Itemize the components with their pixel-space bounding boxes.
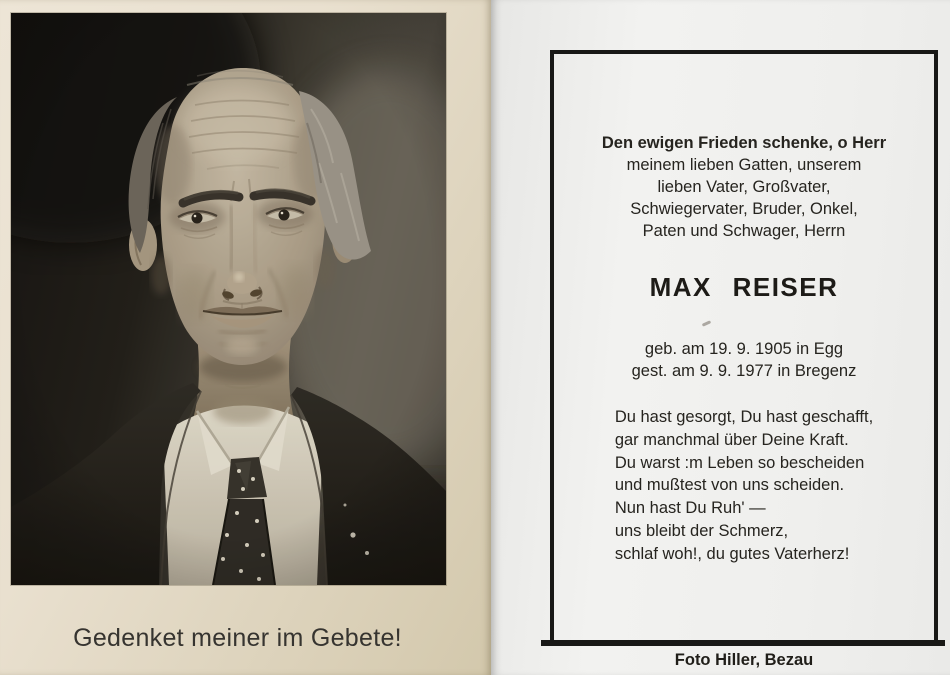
- portrait-photo: [11, 13, 446, 585]
- poem-line: schlaf woh!, du gutes Vaterherz!: [614, 544, 850, 563]
- birth-date-line: geb. am 19. 9. 1905 in Egg: [644, 340, 844, 358]
- poem-line: und mußtest von uns scheiden.: [614, 476, 845, 495]
- dedication-line: lieben Vater, Großvater,: [657, 178, 831, 196]
- memorial-poem: [615, 406, 873, 566]
- photo-sepia-tint: [11, 13, 446, 585]
- death-date-line: gest. am 9. 9. 1977 in Bregenz: [631, 362, 857, 380]
- poem-line: Du warst :m Leben so bescheiden: [614, 453, 865, 472]
- deceased-name: MAX REISER: [649, 272, 839, 302]
- text-card: [491, 0, 950, 675]
- dedication-line: meinem lieben Gatten, unserem: [626, 156, 862, 174]
- dedication-line: Paten und Schwager, Herrn: [642, 222, 846, 240]
- life-dates: [550, 338, 938, 382]
- memorial-frame-bottom-rule: [541, 640, 945, 646]
- poem-line: Nun hast Du Ruh' —: [614, 499, 766, 518]
- poem-line: gar manchmal über Deine Kraft.: [614, 430, 849, 449]
- photo-card-caption: Gedenket meiner im Gebete!: [73, 624, 402, 652]
- portrait-photo-illustration: [11, 13, 446, 585]
- memorial-text-block: [550, 50, 938, 566]
- dedication-line-bold: Den ewigen Frieden schenke, o Herr: [601, 134, 887, 152]
- poem-line: uns bleibt der Schmerz,: [614, 521, 789, 540]
- photo-credit: Foto Hiller, Bezau: [674, 651, 814, 669]
- dedication-line: Schwiegervater, Bruder, Onkel,: [630, 200, 858, 218]
- poem-line: Du hast gesorgt, Du hast geschafft,: [614, 408, 874, 426]
